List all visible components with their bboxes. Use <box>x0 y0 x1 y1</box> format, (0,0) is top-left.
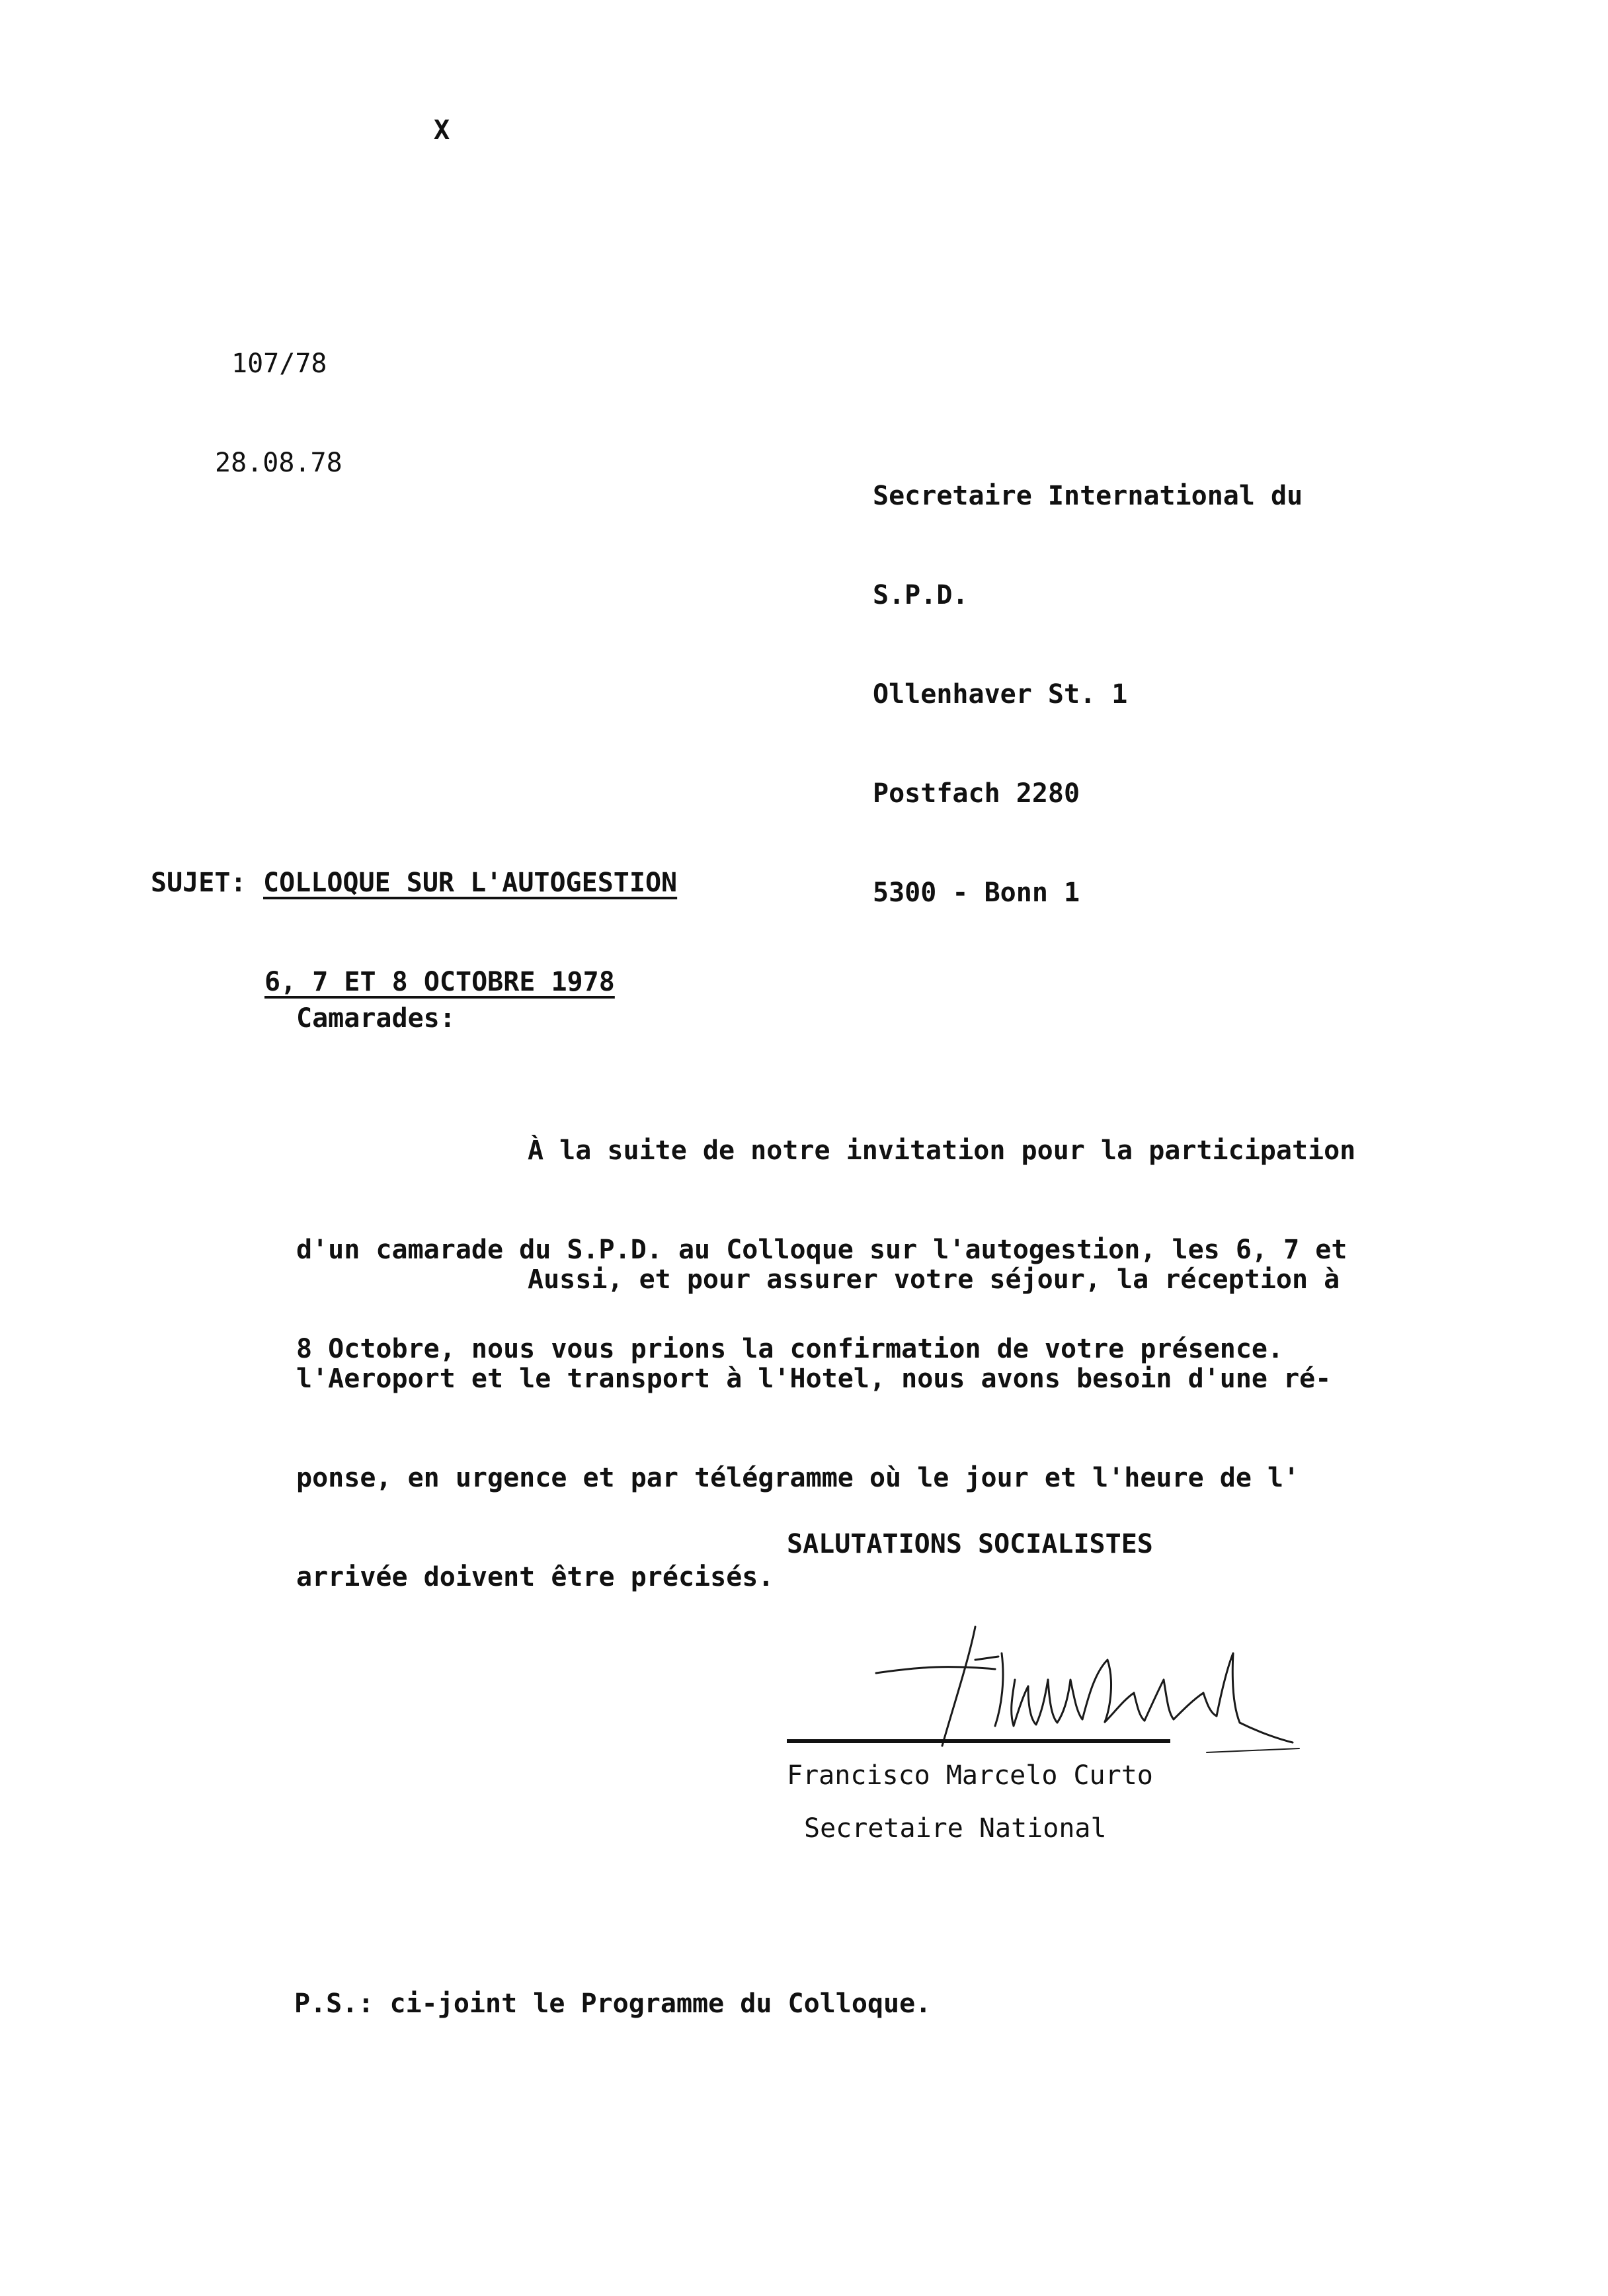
paragraph-line: l'Aeroport et le transport à l'Hotel, nous avons besoin d'une ré- <box>296 1364 1332 1394</box>
paragraph-2 <box>296 1197 1394 1660</box>
paragraph-line: ponse, en urgence et par télégramme où le jour et l'heure de l' <box>296 1463 1300 1493</box>
paragraph-line: 8 Octobre, nous vous prions la confirmation de votre présence. <box>296 1334 1284 1364</box>
paragraph-line: d'un camarade du S.P.D. au Colloque sur l'autogestion, les 6, 7 et <box>296 1235 1347 1265</box>
closing-salutation: SALUTATIONS SOCIALISTES <box>787 1529 1153 1559</box>
mark-x: X <box>434 115 450 145</box>
postscript: P.S.: ci-joint le Programme du Colloque. <box>294 1988 932 2019</box>
paragraph-line: Aussi, et pour assurer votre séjour, la réception à <box>528 1264 1340 1295</box>
address-line: 5300 - Bonn 1 <box>873 878 1080 908</box>
letter-date: 28.08.78 <box>215 448 342 478</box>
subject-label: SUJET: <box>151 868 247 898</box>
address-line: Postfach 2280 <box>873 778 1080 809</box>
signer-name: Francisco Marcelo Curto <box>787 1760 1153 1791</box>
recipient-address <box>873 413 1303 975</box>
handwritten-signature <box>777 1600 1306 1759</box>
signature-line <box>787 1739 1170 1743</box>
paragraph-line: À la suite de notre invitation pour la participation <box>528 1135 1356 1166</box>
address-line: Secretaire International du <box>873 481 1303 511</box>
greeting: Camarades: <box>296 1003 456 1034</box>
address-line: S.P.D. <box>873 580 969 610</box>
reference-number: 107/78 <box>231 348 327 379</box>
address-line: Ollenhaver St. 1 <box>873 679 1128 710</box>
subject-line-2: 6, 7 ET 8 OCTOBRE 1978 <box>264 967 615 997</box>
subject-line-1: COLLOQUE SUR L'AUTOGESTION <box>263 868 678 898</box>
paragraph-line: arrivée doivent être précisés. <box>296 1562 774 1592</box>
signer-title: Secretaire National <box>804 1813 1107 1844</box>
